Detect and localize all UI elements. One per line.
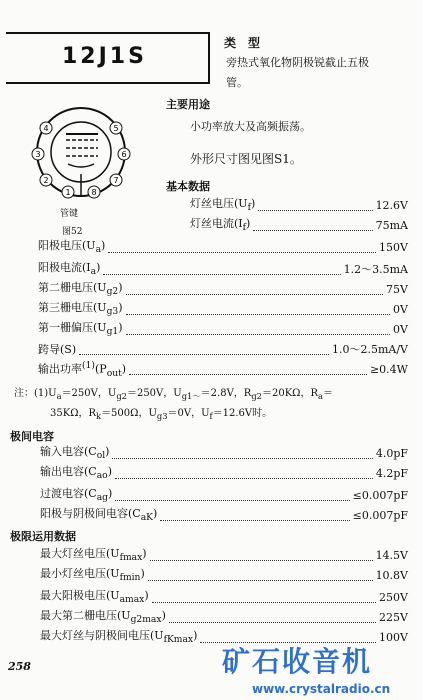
leader-dots — [115, 491, 349, 501]
leader-dots — [79, 345, 329, 355]
param-value: 150V — [379, 241, 408, 254]
leader-dots — [258, 201, 372, 211]
param-value: 12.6V — [375, 199, 408, 212]
param-value: 75V — [386, 283, 408, 296]
data-row — [38, 362, 408, 378]
note-line-2: 35KΩ，$R_k=500\Omega$，$U_{g3}=0V$，$U_f=12.6V$时。 — [50, 408, 273, 421]
param-label: 输出功率$^{(1)}(P_{out})$ — [38, 360, 127, 379]
param-value: 4.2pF — [375, 467, 408, 480]
uses-text: 小功率放大及高频振荡。 — [190, 120, 311, 133]
data-row — [40, 590, 408, 606]
param-value: 225V — [379, 611, 408, 624]
param-value: 1.0～2.5mA/V — [331, 343, 408, 356]
param-value: 10.8V — [375, 569, 408, 582]
pin-label: 4 — [43, 124, 49, 133]
param-label: 最大灯丝与阴极间电压$(U_{fKmax})$ — [40, 628, 198, 646]
param-value: 14.5V — [375, 549, 408, 562]
data-row — [40, 568, 408, 584]
type-description-cont: 管。 — [226, 76, 248, 89]
leader-dots — [169, 613, 376, 623]
param-label: 第二栅电压$(U_{g2})$ — [38, 280, 123, 298]
param-label: 跨导(S) — [38, 343, 77, 356]
key-caption: 管键 — [60, 209, 79, 219]
pin-label: 7 — [113, 176, 119, 185]
param-label: 阳极电压$(U_a)$ — [38, 238, 106, 256]
param-label: 阳极与阴极间电容$(C_{aK})$ — [40, 506, 158, 524]
pin-label: 1 — [65, 188, 71, 197]
data-row — [38, 322, 408, 338]
param-label: 过渡电容$(C_{ag})$ — [40, 486, 113, 504]
pin-label: 2 — [43, 176, 49, 185]
limits-heading: 极限运用数据 — [10, 530, 76, 543]
leader-dots — [129, 365, 367, 375]
watermark-url: www.crystalradio.cn — [252, 682, 391, 696]
param-label: 第一栅偏压$(U_{g1})$ — [38, 320, 123, 338]
leader-dots — [108, 243, 376, 253]
type-heading: 类 型 — [224, 36, 261, 50]
data-row — [40, 508, 408, 524]
tube-model: 12J1S — [62, 44, 147, 69]
param-value: ≤0.007pF — [352, 509, 408, 522]
pin-label: 8 — [91, 188, 97, 197]
data-row — [40, 446, 408, 462]
leader-dots — [150, 551, 373, 561]
param-label: 灯丝电流$(I_f)$ — [190, 216, 251, 234]
uses-heading: 主要用途 — [166, 98, 210, 111]
param-value: ≥0.4W — [369, 363, 408, 376]
leader-dots — [148, 571, 373, 581]
basic-heading: 基本数据 — [166, 180, 210, 193]
leader-dots — [126, 305, 391, 315]
leader-dots — [253, 221, 372, 231]
param-value: ≤0.007pF — [352, 489, 408, 502]
data-row — [38, 240, 408, 256]
pin-label: 3 — [35, 150, 41, 159]
param-label: 最大第二栅电压$(U_{g2max})$ — [40, 608, 166, 626]
data-row — [40, 610, 408, 626]
param-value: 4.0pF — [375, 447, 408, 460]
watermark-logo: 矿石收音机 — [222, 645, 373, 678]
data-row — [190, 218, 408, 234]
data-row — [40, 548, 408, 564]
param-label: 最大灯丝电压$(U_{fmax})$ — [40, 546, 147, 564]
data-row — [38, 262, 408, 278]
param-value: 0V — [393, 303, 408, 316]
param-label: 灯丝电压$(U_f)$ — [190, 196, 256, 214]
data-row — [40, 488, 408, 504]
param-label: 阳极电流$(I_a)$ — [38, 260, 101, 278]
leader-dots — [103, 265, 340, 275]
data-row — [38, 302, 408, 318]
data-row — [38, 282, 408, 298]
leader-dots — [112, 449, 372, 459]
data-row — [38, 342, 408, 358]
capacitance-heading: 极间电容 — [10, 430, 54, 443]
leader-dots — [115, 469, 373, 479]
param-label: 最小灯丝电压$(U_{fmin})$ — [40, 566, 145, 584]
data-row — [40, 466, 408, 482]
leader-dots — [152, 593, 376, 603]
param-label: 最大阳极电压$(U_{amax})$ — [40, 588, 149, 606]
param-value: 100V — [379, 631, 408, 644]
data-row — [190, 198, 408, 214]
note-line-1: 注：$(1)U_a=250V$，$U_{g2}=250V$，$U_{g1\sim}=2.8V$，$R_{g2}=20K\Omega$，$R_a=$ — [14, 388, 333, 401]
param-value: 250V — [379, 591, 408, 604]
tube-pinout-diagram — [26, 104, 136, 204]
leader-dots — [160, 511, 349, 521]
param-label: 输出电容$(C_{ao})$ — [40, 464, 112, 482]
pin-label: 6 — [121, 150, 127, 159]
outline-text: 外形尺寸图见图S1。 — [190, 152, 302, 166]
param-value: 75mA — [375, 219, 408, 232]
leader-dots — [126, 285, 384, 295]
leader-dots — [126, 325, 391, 335]
param-label: 第三栅电压$(U_{g3})$ — [38, 300, 123, 318]
type-description: 旁热式氧化物阴极锐截止五极 — [226, 56, 369, 69]
param-value: 0V — [393, 323, 408, 336]
figure-label: 图52 — [62, 227, 83, 237]
page-number: 258 — [8, 660, 31, 673]
param-value: 1.2～3.5mA — [343, 263, 408, 276]
pin-label: 5 — [113, 124, 119, 133]
param-label: 输入电容$(C_{ol})$ — [40, 444, 110, 462]
